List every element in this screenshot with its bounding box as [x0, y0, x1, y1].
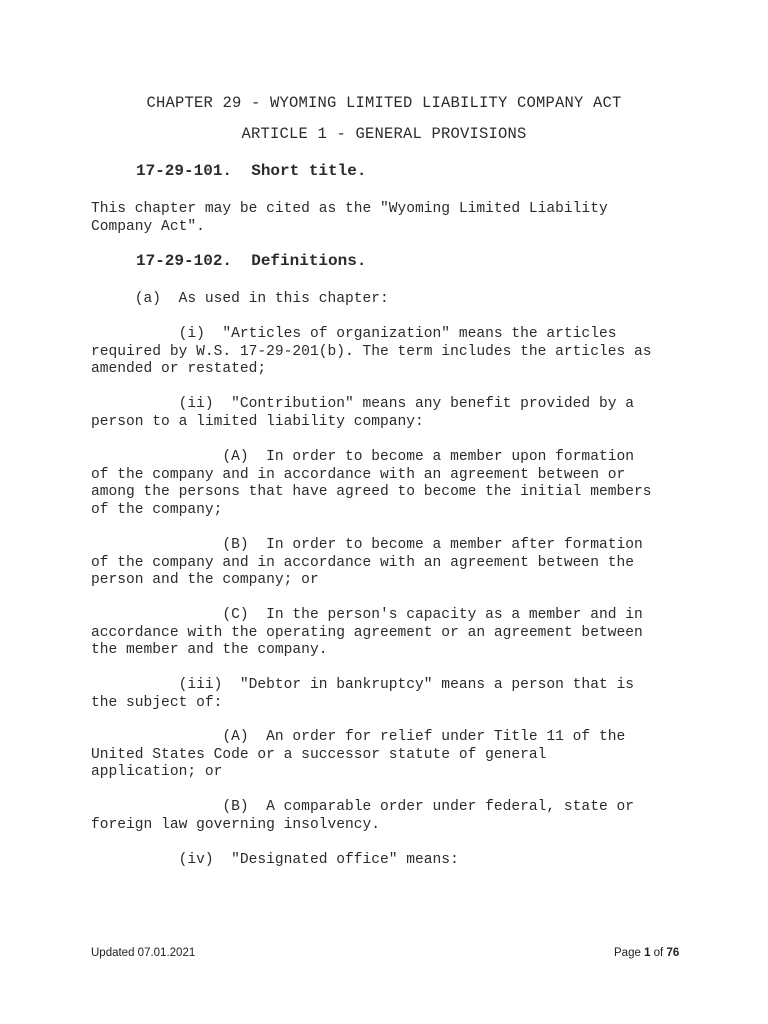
- page-total: 76: [666, 947, 680, 959]
- paragraph-i: (i) "Articles of organization" means the articles required by W.S. 17-29-201(b). The term includes the articles as amended or restated;: [91, 326, 652, 378]
- page-of: of: [650, 947, 667, 959]
- paragraph-iii-B: (B) A comparable order under federal, state or foreign law governing insolvency.: [91, 799, 634, 833]
- paragraph-ii-B: (B) In order to become a member after formation of the company and in accordance with an agreement between the person and the company; or: [91, 537, 643, 589]
- paragraph-iii-A: (A) An order for relief under Title 11 of the United States Code or a successor statute of general application; or: [91, 729, 626, 781]
- paragraph-iv: (iv) "Designated office" means:: [91, 852, 459, 868]
- page-prefix: Page: [614, 947, 645, 959]
- section-title-short-title: 17-29-101. Short title.: [136, 162, 367, 180]
- article-title: ARTICLE 1 - GENERAL PROVISIONS: [241, 125, 527, 143]
- paragraph-ii-C: (C) In the person's capacity as a member and in accordance with the operating agreement or an agreement between the member and the company.: [91, 607, 643, 659]
- chapter-title: CHAPTER 29 - WYOMING LIMITED LIABILITY COMPANY ACT: [146, 94, 622, 112]
- section-title-definitions: 17-29-102. Definitions.: [136, 252, 367, 270]
- paragraph-ii: (ii) "Contribution" means any benefit provided by a person to a limited liability company:: [91, 396, 634, 430]
- paragraph-ii-A: (A) In order to become a member upon formation of the company and in accordance with an agreement between or among the persons that have agreed to become the initial members of the company;: [91, 449, 652, 518]
- paragraph-iii: (iii) "Debtor in bankruptcy" means a person that is the subject of:: [91, 677, 634, 711]
- footer-updated-date: Updated 07.01.2021: [91, 947, 196, 959]
- paragraph-a: (a) As used in this chapter:: [91, 291, 389, 307]
- paragraph-short-title-text: This chapter may be cited as the "Wyoming Limited Liability Company Act".: [91, 201, 608, 235]
- page-current: 1: [644, 947, 651, 959]
- footer-page-number: [614, 947, 679, 959]
